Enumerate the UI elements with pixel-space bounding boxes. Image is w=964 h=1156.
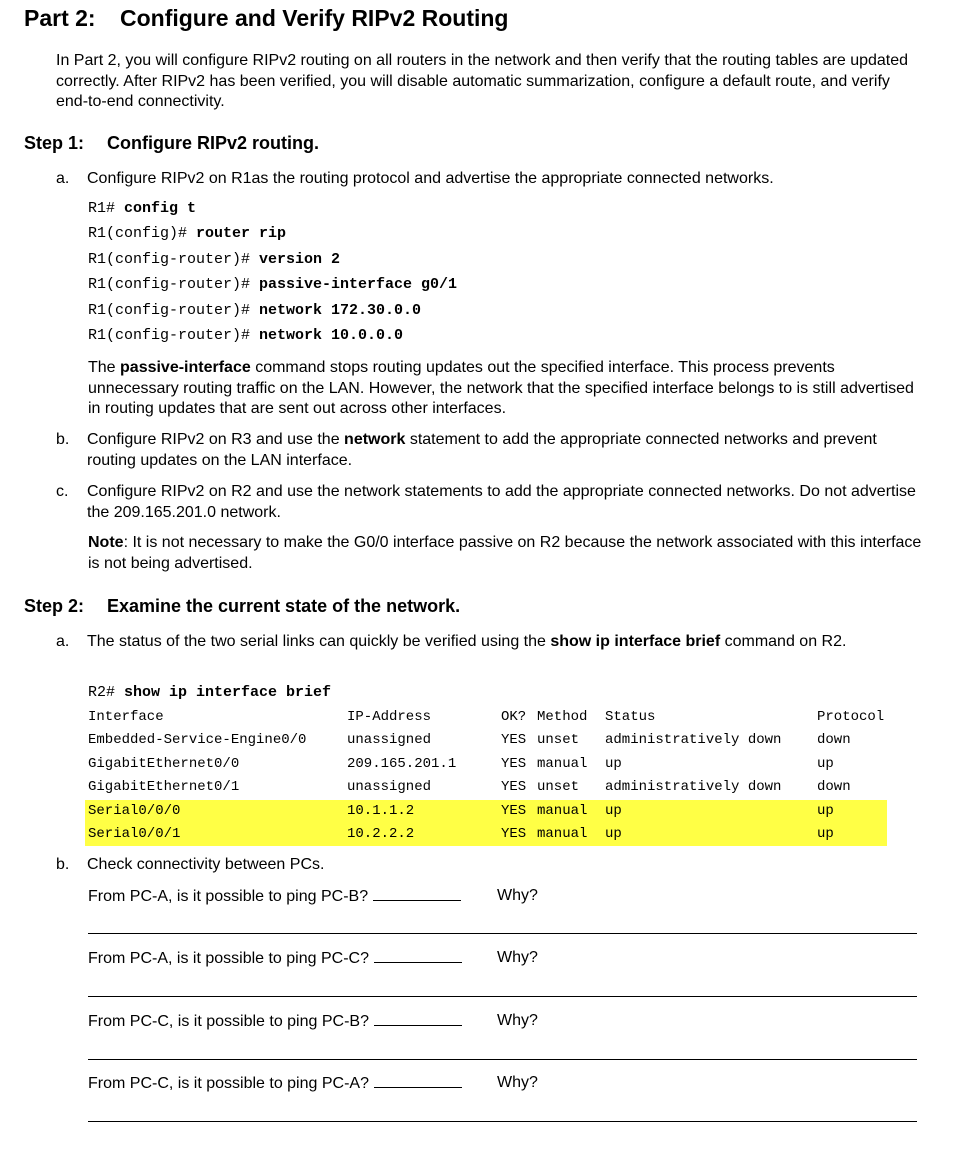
answer-blank[interactable] (374, 1010, 462, 1026)
item-letter: b. (56, 856, 70, 873)
step1-number: Step 1: (24, 133, 85, 153)
why-label: Why? (497, 949, 538, 966)
table-cell: 10.2.2.2 (344, 823, 498, 846)
cli-line: R1(config-router)# passive-interface g0/1 (88, 276, 458, 294)
step2-title: Examine the current state of the network. (107, 596, 461, 616)
table-cell: YES (501, 755, 527, 772)
part-title-text: Configure and Verify RIPv2 Routing (120, 5, 509, 31)
table-cell: YES (501, 732, 527, 749)
item-letter: a. (56, 170, 70, 187)
step2-item-a (56, 632, 917, 653)
table-header-row (85, 706, 887, 729)
item-text: Configure RIPv2 on R1as the routing protocol and advertise the appropriate connected networks. (87, 170, 774, 187)
cli-line: R1(config-router)# version 2 (88, 250, 341, 268)
step2-item-b (56, 855, 917, 876)
table-cell: unset (537, 732, 580, 749)
highlighted-table-row (85, 823, 887, 846)
cli-line: R1(config-router)# network 10.0.0.0 (88, 326, 404, 344)
table-cell: up (602, 823, 814, 846)
table-cell: Serial0/0/0 (85, 800, 344, 823)
why-label: Why? (497, 1012, 538, 1029)
answer-blank[interactable] (374, 1072, 462, 1088)
r1-cli-block (88, 196, 457, 348)
item-text: Check connectivity between PCs. (87, 856, 325, 873)
table-cell: 10.1.1.2 (344, 800, 498, 823)
answer-line[interactable] (88, 933, 917, 934)
ping-question: From PC-A, is it possible to ping PC-C? (88, 947, 462, 969)
ping-question: From PC-C, is it possible to ping PC-B? (88, 1010, 462, 1032)
why-label: Why? (497, 1074, 538, 1091)
cli-line: R1(config)# router rip (88, 225, 287, 243)
table-row (85, 753, 887, 776)
table-cell: unassigned (347, 779, 432, 796)
header-cell: Interface (88, 709, 164, 725)
answer-line[interactable] (88, 1121, 917, 1122)
table-cell: administratively down (605, 732, 782, 749)
step2-number: Step 2: (24, 596, 85, 616)
part-title (24, 5, 508, 32)
r2-note: Note: It is not necessary to make the G0/0 interface passive on R2 because the network associated with this interface is not being advertised. (88, 534, 922, 572)
passive-interface-note: The passive-interface command stops routing updates out the specified interface. This process prevents unnecessary routing traffic on the LAN. However, the network that the specified interface belongs to is still advertised in routing updates that are sent out across other interfaces. (88, 359, 914, 417)
answer-line[interactable] (88, 996, 917, 997)
table-row (85, 776, 887, 799)
table-row (85, 729, 887, 752)
table-cell: administratively down (605, 779, 782, 796)
table-cell: manual (537, 755, 588, 772)
table-cell: up (814, 800, 887, 823)
answer-line[interactable] (88, 1059, 917, 1060)
table-cell: YES (498, 823, 534, 846)
table-cell: up (814, 823, 887, 846)
header-cell: OK? (501, 709, 527, 725)
step2-heading (24, 596, 460, 617)
ping-question: From PC-A, is it possible to ping PC-B? (88, 885, 461, 907)
table-cell: up (602, 800, 814, 823)
item-text: Configure RIPv2 on R2 and use the network statements to add the appropriate connected networks. Do not advertise the 209.165.201.0 network. (87, 483, 916, 521)
table-cell: manual (534, 823, 602, 846)
table-cell: GigabitEthernet0/1 (88, 779, 240, 796)
header-cell: Method (537, 709, 588, 725)
ping-question: From PC-C, is it possible to ping PC-A? (88, 1072, 462, 1094)
cli-line: R1(config-router)# network 172.30.0.0 (88, 301, 422, 319)
table-cell: Serial0/0/1 (85, 823, 344, 846)
cli-line: R1# config t (88, 200, 197, 217)
answer-blank[interactable] (373, 885, 461, 901)
table-cell: Embedded-Service-Engine0/0 (88, 732, 307, 749)
highlighted-table-row (85, 800, 887, 823)
interface-brief-table (85, 706, 887, 846)
step1-item-b (56, 430, 917, 471)
table-cell: 209.165.201.1 (347, 755, 457, 772)
table-cell: GigabitEthernet0/0 (88, 755, 240, 772)
header-cell: Status (605, 709, 656, 725)
table-cell: down (817, 732, 851, 749)
item-text: The status of the two serial links can quickly be verified using the show ip interface brief command on R2. (87, 633, 847, 650)
answer-blank[interactable] (374, 947, 462, 963)
table-cell: up (605, 755, 622, 772)
step1-item-c (56, 482, 917, 523)
cli-line: R2# show ip interface brief (88, 684, 332, 701)
r2-cli-command (88, 680, 331, 705)
step1-item-a (56, 169, 917, 190)
table-cell: up (817, 755, 834, 772)
table-cell: unset (537, 779, 580, 796)
header-cell: Protocol (817, 709, 885, 725)
part-intro: In Part 2, you will configure RIPv2 routing on all routers in the network and then verify that the routing tables are updated correctly. After RIPv2 has been verified, you will disable automatic summarization, configure a default route, and verify end-to-end connectivity. (56, 52, 909, 110)
table-cell: YES (498, 800, 534, 823)
item-letter: b. (56, 431, 70, 448)
table-cell: down (817, 779, 851, 796)
item-letter: a. (56, 633, 70, 650)
table-cell: manual (534, 800, 602, 823)
header-cell: IP-Address (347, 709, 432, 725)
item-letter: c. (56, 483, 69, 500)
step1-title: Configure RIPv2 routing. (107, 133, 320, 153)
step1-heading (24, 133, 319, 154)
part-number: Part 2: (24, 5, 96, 31)
item-text: Configure RIPv2 on R3 and use the network statement to add the appropriate connected networks and prevent routing updates on the LAN interface. (87, 431, 877, 469)
table-cell: unassigned (347, 732, 432, 749)
why-label: Why? (497, 887, 538, 904)
table-cell: YES (501, 779, 527, 796)
